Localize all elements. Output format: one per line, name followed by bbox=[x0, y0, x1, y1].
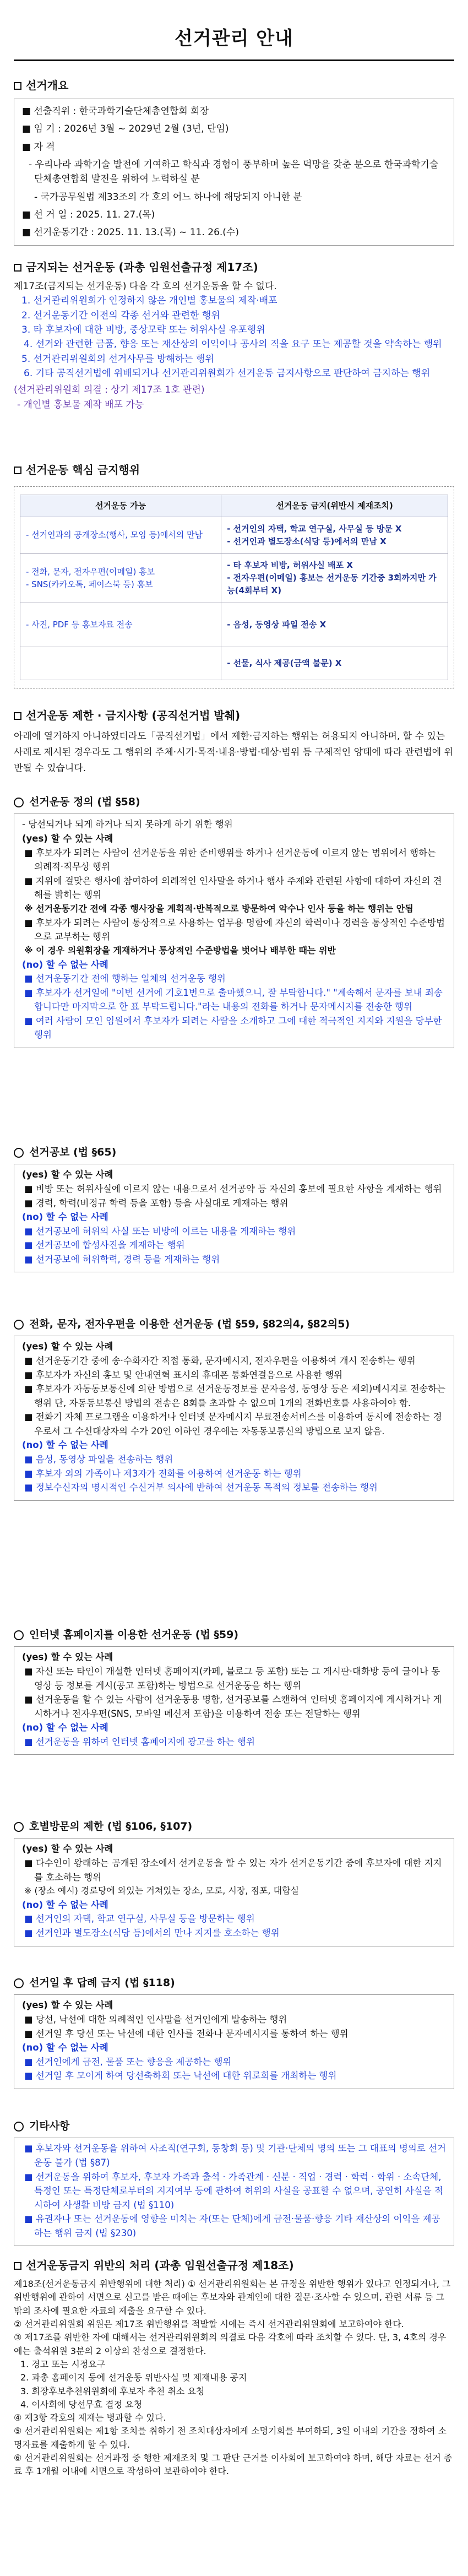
violation-line: 2. 과총 홈페이지 등에 선거운동 위반사실 및 제재내용 공지 bbox=[20, 2372, 247, 2383]
definition-section bbox=[14, 794, 454, 1048]
violation-line: 4. 이사회에 당선무효 결정 요청 bbox=[20, 2399, 143, 2410]
circle-bullet-icon bbox=[14, 2122, 24, 2132]
day-section bbox=[14, 1975, 454, 2089]
core-cell-banned: - 선물, 식사 제공(금액 불문) X bbox=[221, 647, 448, 680]
yes-label: (yes) 할 수 있는 사례 bbox=[22, 833, 113, 844]
yes-label: (yes) 할 수 있는 사례 bbox=[22, 1843, 113, 1854]
others-line: ■ 유권자나 또는 선거운동에 영향을 미치는 자(또는 단체)에게 금전·물품·향응 기타 재산상의 이익을 제공하는 행위 금지 (법 §230) bbox=[24, 2214, 440, 2238]
visit-box bbox=[14, 1838, 454, 1946]
definition-line: ■ 지위에 걸맞은 행사에 참여하여 의례적인 인사말을 하거나 행사 주제와 관련된 사항에 대하여 자신의 견해를 밝히는 행위 bbox=[24, 875, 442, 901]
square-bullet-icon bbox=[14, 467, 21, 474]
internet-section bbox=[14, 1627, 454, 1755]
circle-bullet-icon bbox=[14, 1978, 24, 1988]
violation-line: 3. 회장후보추천위원회에 후보자 추천 취소 요청 bbox=[20, 2385, 205, 2396]
overview-item: ■ 임 기 : 2026년 3월 ~ 2029년 2월 (3년, 단임) bbox=[22, 123, 229, 135]
definition-title: 선거운동 정의 (법 §58) bbox=[29, 796, 140, 808]
definition-line: ■ 후보자가 되려는 사람이 선거운동을 위한 준비행위를 하거나 선거운동에 이르지 않는 범위에서 행하는 의례적·직무상 행위 bbox=[24, 847, 436, 872]
definition-line: ■ 후보자가 되려는 사람이 통상적으로 사용하는 업무용 명함에 자신의 학력이나 경력을 통상적인 수준방법으로 교부하는 행위 bbox=[24, 917, 445, 942]
title-block bbox=[0, 0, 468, 67]
core-col-right: 선거운동 금지(위반시 제재조치) bbox=[221, 495, 448, 517]
overview-section bbox=[14, 77, 454, 246]
day-line: ■ 선거일 후 당선 또는 낙선에 대한 인사를 전화나 문자메시지를 통하여 하는 행위 bbox=[24, 2028, 349, 2039]
no-label: (no) 할 수 없는 사례 bbox=[22, 1212, 108, 1223]
overview-item: ■ 선출직위 : 한국과학기술단체총연합회 회장 bbox=[22, 106, 209, 117]
limits-heading: 선거운동 제한 · 금지사항 (공직선거법 발췌) bbox=[26, 709, 241, 722]
promise-line: ■ 경력, 학력(비정규 학력 등을 포함) 등을 사실대로 게재하는 행위 bbox=[24, 1197, 289, 1208]
promise-section bbox=[14, 1145, 454, 1272]
limits-intro: 아래에 열거하지 아니하였더라도「공직선거법」에서 제한·금지하는 행위는 허용되지 아니하며, 할 수 있는 사례로 제시된 경우라도 그 행위의 주체·시기·목적·내용·방법·대상·범위 등 구체적인 양태에 따라 관련법에 위반될 수 있습니다. bbox=[14, 731, 454, 774]
yes-label: (yes) 할 수 있는 사례 bbox=[22, 1652, 113, 1663]
visit-title: 호별방문의 제한 (법 §106, §107) bbox=[29, 1820, 193, 1832]
forbidden-item: 3. 타 후보자에 대한 비방, 중상모략 또는 허위사실 유포행위 bbox=[21, 324, 265, 336]
internet-box bbox=[14, 1646, 454, 1755]
phone-line: ■ 후보자가 자신의 홍보 및 안내연혁 표시의 휴대폰 통화연결음으로 사용한 행위 bbox=[24, 1369, 343, 1380]
yes-label: (yes) 할 수 있는 사례 bbox=[22, 1169, 113, 1180]
overview-item: - 우리나라 과학기술 발전에 기여하고 학식과 경험이 풍부하며 높은 덕망을 갖춘 분으로 한국과학기술단체총연합회 발전을 위하여 노력하실 분 bbox=[29, 159, 439, 185]
circle-bullet-icon bbox=[14, 1630, 24, 1640]
phone-line: ■ 음성, 동영상 파일을 전송하는 행위 bbox=[24, 1454, 173, 1465]
overview-panel bbox=[14, 99, 454, 246]
core-table bbox=[20, 495, 448, 680]
core-cell-allowed: - 선거인과의 공개장소(행사, 모임 등)에서의 만남 bbox=[20, 517, 221, 554]
violation-line: ③ 제17조를 위반한 자에 대해서는 선거관리위원회의 의결로 다음 각호에 따라 조치할 수 있다. 단, 3, 4호의 경우에는 출석위원 3분의 2 이상의 찬성으로 결정한다. bbox=[14, 2332, 447, 2356]
core-cell-banned: - 선거인의 자택, 학교 연구실, 사무실 등 방문 X - 선거인과 별도장소(식당 등)에서의 만남 X bbox=[221, 517, 448, 554]
no-label: (no) 할 수 없는 사례 bbox=[22, 1899, 108, 1910]
violation-line: 1. 경고 또는 시정요구 bbox=[20, 2358, 106, 2369]
definition-note: ※ 이 경우 의원휘장을 게재하거나 통상적인 수준방법을 벗어나 배부한 때는 위반 bbox=[24, 945, 336, 956]
promise-line: ■ 비방 또는 허위사실에 이르지 않는 내용으로서 선거공약 등 자신의 홍보에 필요한 사항을 게재하는 행위 bbox=[24, 1184, 442, 1194]
overview-item: ■ 선 거 일 : 2025. 11. 27.(목) bbox=[22, 209, 155, 221]
violation-line: ④ 제3항 각호의 제재는 병과할 수 있다. bbox=[14, 2412, 166, 2423]
core-cell-allowed: - 전화, 문자, 전자우편(이메일) 홍보 - SNS(카카오톡, 페이스북 등) 홍보 bbox=[20, 554, 221, 603]
day-line: ■ 당선, 낙선에 대한 의례적인 인사말을 선거인에게 발송하는 행위 bbox=[24, 2014, 287, 2025]
forbidden-item: 6. 기타 공직선거법에 위배되거나 선거관리위원회가 선거운동 금지사항으로 판단하여 금지하는 행위 bbox=[24, 368, 431, 379]
visit-section bbox=[14, 1819, 454, 1946]
definition-note: ※ 선거운동기간 전에 각종 행사장을 계획적·반복적으로 방문하여 악수나 인사 등을 하는 행위는 안됨 bbox=[24, 903, 413, 914]
phone-line: ■ 전화기 자체 프로그램을 이용하거나 인터넷 문자메시지 무료전송서비스를 이용하여 동시에 전송하는 경우로서 그 수신대상자의 수가 20인 이하인 경우에는 자동동보통신의 방법으로 보지 않음. bbox=[24, 1412, 442, 1436]
visit-line: ■ 선거인의 자택, 학교 연구실, 사무실 등을 방문하는 행위 bbox=[24, 1913, 255, 1924]
promise-line: ■ 선거공보에 합성사진을 게재하는 행위 bbox=[24, 1240, 185, 1251]
overview-heading: 선거개요 bbox=[26, 79, 69, 92]
title-divider bbox=[14, 59, 454, 61]
definition-line: ■ 여러 사람이 모인 임원에서 후보자가 되려는 사람을 소개하고 그에 대한 적극적인 지지와 지원을 당부한 행위 bbox=[24, 1015, 442, 1040]
visit-note: ※ (장소 예시) 경로당에 와있는 거쳐있는 장소, 모로, 시장, 점포, 대합실 bbox=[24, 1885, 299, 1896]
forbidden-item: 2. 선거운동기간 이전의 각종 선거와 관련한 행위 bbox=[21, 310, 220, 321]
forbidden-item: 4. 선거와 관련한 금품, 향응 또는 재산상의 이익이나 공사의 직을 요구 또는 제공할 것을 약속하는 행위 bbox=[24, 339, 442, 350]
limits-section bbox=[14, 707, 454, 777]
forbidden-intro: 제17조(금지되는 선거운동) 다음 각 호의 선거운동을 할 수 없다. bbox=[14, 281, 277, 292]
definition-line: ■ 후보자가 선거일에 "이번 선거에 기호1번으로 출마했으니, 잘 부탁합니다." "계속해서 문자를 보내 죄송합니다만 마지막으로 한 표 부탁드립니다."라는 내용의 전화를 하거나 문자메시지를 전송한 행위 bbox=[24, 987, 443, 1012]
yes-label: (yes) 할 수 있는 사례 bbox=[22, 2000, 113, 2011]
others-line: ■ 선거운동을 위하여 후보자, 후보자 가족과 출석 · 가족관계 · 신분 · 직업 · 경력 · 학력 · 학위 · 소속단체, 특정인 또는 특정단체로부터의 지지여부 등에 관하여 허위의 사실을 공표할 수 없으며, 공연히 사실을 적시하여 사생활 비방 금지 (법 §110) bbox=[24, 2171, 443, 2210]
others-line: ■ 후보자와 선거운동을 위하여 사조직(연구회, 동창회 등) 및 기관·단체의 명의 또는 그 대표의 명의로 선거운동 불가 (법 §87) bbox=[24, 2143, 446, 2168]
visit-line: ■ 다수인이 왕래하는 공개된 장소에서 선거운동을 할 수 있는 자가 선거운동기간 중에 후보자에 대한 지지를 호소하는 행위 bbox=[24, 1858, 442, 1883]
day-box bbox=[14, 1994, 454, 2089]
page-title: 선거관리 안내 bbox=[175, 28, 293, 50]
promise-box bbox=[14, 1164, 454, 1272]
violation-body bbox=[14, 2277, 454, 2479]
circle-bullet-icon bbox=[14, 1822, 24, 1832]
phone-section bbox=[14, 1316, 454, 1501]
circle-bullet-icon bbox=[14, 1148, 24, 1158]
forbidden-heading: 금지되는 선거운동 (과총 임원선출규정 제17조) bbox=[26, 261, 258, 274]
promise-title: 선거공보 (법 §65) bbox=[29, 1146, 117, 1158]
definition-line: ■ 선거운동기간 전에 행하는 일체의 선거운동 행위 bbox=[24, 973, 226, 984]
no-label: (no) 할 수 없는 사례 bbox=[22, 1722, 108, 1733]
core-cell-banned: - 타 후보자 비방, 허위사실 배포 X - 전자우편(이메일) 홍보는 선거운동 기간중 3회까지만 가능(4회부터 X) bbox=[221, 554, 448, 603]
phone-line: ■ 후보자가 자동동보통신에 의한 방법으로 선거운동정보를 문자음성, 동영상 등은 제외)메시지로 전송하는 행위 단, 자동동보통신 방법의 전송은 8회를 초과할 수 없으며 1개의 전화번호를 사용하여야 함. bbox=[24, 1384, 446, 1408]
day-line: ■ 선거인에게 금전, 물품 또는 향응을 제공하는 행위 bbox=[24, 2056, 232, 2067]
overview-item: - 국가공무원법 제33조의 각 호의 어느 하나에 해당되지 아니한 분 bbox=[34, 191, 302, 203]
forbidden-note: (선거관리위원회 의결 : 상기 제17조 1호 관련) bbox=[14, 384, 205, 396]
phone-line: ■ 정보수신자의 명시적인 수신거부 의사에 반하여 선거운동 목적의 정보를 전송하는 행위 bbox=[24, 1482, 378, 1493]
internet-title: 인터넷 홈페이지를 이용한 선거운동 (법 §59) bbox=[29, 1629, 239, 1641]
core-section bbox=[14, 462, 454, 688]
phone-box bbox=[14, 1336, 454, 1500]
core-cell-banned: - 음성, 동영상 파일 전송 X bbox=[221, 603, 448, 647]
internet-line: ■ 선거운동을 위하여 인터넷 홈페이지에 광고를 하는 행위 bbox=[24, 1736, 255, 1747]
internet-line: ■ 선거운동을 할 수 있는 사람이 선거운동용 명함, 선거공보를 스캔하여 인터넷 홈페이지에 게시하거나 게시하거나 전자우편(SNS, 모바일 메신저 포함)을 이용하여 전송 또는 전달하는 행위 bbox=[24, 1694, 442, 1719]
violation-line: ② 선거관리위원회 위원은 제17조 위반행위를 적발할 시에는 즉시 선거관리위원회에 보고하여야 한다. bbox=[14, 2318, 404, 2329]
forbidden-note: - 개인별 홍보물 제작 배포 가능 bbox=[17, 399, 144, 410]
overview-item: ■ 자 격 bbox=[22, 141, 55, 153]
core-heading: 선거운동 핵심 금지행위 bbox=[26, 463, 140, 476]
day-title: 선거일 후 답례 금지 (법 §118) bbox=[29, 1977, 175, 1989]
violation-title: 선거운동금지 위반의 처리 (과총 임원선출규정 제18조) bbox=[26, 2259, 294, 2272]
phone-title: 전화, 문자, 전자우편을 이용한 선거운동 (법 §59, §82의4, §82의5) bbox=[29, 1318, 350, 1330]
violation-line: 제18조(선거운동금지 위반행위에 대한 처리) ① 선거관리위원회는 본 규정을 위반한 행위가 있다고 인정되거나, 그 위반행위에 관하여 서면으로 신고를 받은 때에는 후보자와 관계인에 대한 질문·조사할 수 있으며, 관련 서류 등 그 밖의 조사에 필요한 자료의 제출을 요구할 수 있다. bbox=[14, 2279, 451, 2316]
promise-line: ■ 선거공보에 허위학력, 경력 등을 게재하는 행위 bbox=[24, 1254, 220, 1265]
phone-line: ■ 후보자 외의 가족이나 제3자가 전화를 이용하여 선거운동 하는 행위 bbox=[24, 1468, 302, 1479]
others-section bbox=[14, 2118, 454, 2246]
forbidden-section bbox=[14, 259, 454, 412]
square-bullet-icon bbox=[14, 2262, 21, 2270]
violation-line: ⑥ 선거관리위원회는 선거과정 중 행한 제재조치 및 그 판단 근거를 이사회에 보고하여야 하며, 해당 자료는 선거 종료 후 1개월 이내에 서면으로 작성하여 보관하여야 한다. bbox=[14, 2453, 453, 2477]
circle-bullet-icon bbox=[14, 1320, 24, 1330]
core-cell-allowed bbox=[20, 647, 221, 680]
core-panel bbox=[14, 486, 454, 688]
violation-section bbox=[14, 2257, 454, 2479]
others-title: 기타사항 bbox=[29, 2120, 70, 2132]
visit-line: ■ 선거인과 별도장소(식당 등)에서의 만나 지지를 호소하는 행위 bbox=[24, 1928, 280, 1939]
no-label: (no) 할 수 없는 사례 bbox=[22, 2042, 108, 2053]
square-bullet-icon bbox=[14, 82, 21, 90]
violation-line: ⑤ 선거관리위원회는 제1항 조치를 취하기 전 조치대상자에게 소명기회를 부여하되, 3일 이내의 기간을 정하여 소명자료를 제출하게 할 수 있다. bbox=[14, 2426, 447, 2450]
square-bullet-icon bbox=[14, 712, 21, 720]
promise-line: ■ 선거공보에 허위의 사실 또는 비방에 이르는 내용을 게재하는 행위 bbox=[24, 1225, 296, 1237]
core-cell-allowed: - 사진, PDF 등 홍보자료 전송 bbox=[20, 603, 221, 647]
no-label: (no) 할 수 없는 사례 bbox=[22, 1440, 108, 1451]
day-line: ■ 선거일 후 모이게 하여 당선축하회 또는 낙선에 대한 위로회를 개최하는 행위 bbox=[24, 2070, 337, 2081]
definition-line: - 당선되거나 되게 하거나 되지 못하게 하기 위한 행위 bbox=[22, 819, 233, 830]
forbidden-item: 1. 선거관리위원회가 인정하지 않은 개인별 홍보물의 제작·배포 bbox=[21, 295, 277, 307]
no-label: (no) 할 수 없는 사례 bbox=[22, 959, 108, 970]
definition-box bbox=[14, 814, 454, 1048]
others-box bbox=[14, 2138, 454, 2246]
yes-label: (yes) 할 수 있는 사례 bbox=[22, 1341, 113, 1352]
core-col-left: 선거운동 가능 bbox=[20, 495, 221, 517]
square-bullet-icon bbox=[14, 264, 21, 272]
forbidden-list bbox=[14, 294, 454, 381]
overview-item: ■ 선거운동기간 : 2025. 11. 13.(목) ~ 11. 26.(수) bbox=[22, 227, 239, 238]
internet-line: ■ 자신 또는 타인이 개설한 인터넷 홈페이지(카페, 블로그 등 포함) 또는 그 게시판·대화방 등에 글이나 동영상 등 정보를 게시(공고 포함)하는 방법으로 선거운동을 하는 행위 bbox=[24, 1666, 440, 1691]
phone-line: ■ 선거운동기간 중에 송·수화자간 직접 통화, 문자메시지, 전자우편을 이용하여 개시 전송하는 행위 bbox=[24, 1355, 416, 1366]
circle-bullet-icon bbox=[14, 798, 24, 807]
forbidden-item: 5. 선거관리위원회의 선거사무를 방해하는 행위 bbox=[21, 353, 214, 365]
